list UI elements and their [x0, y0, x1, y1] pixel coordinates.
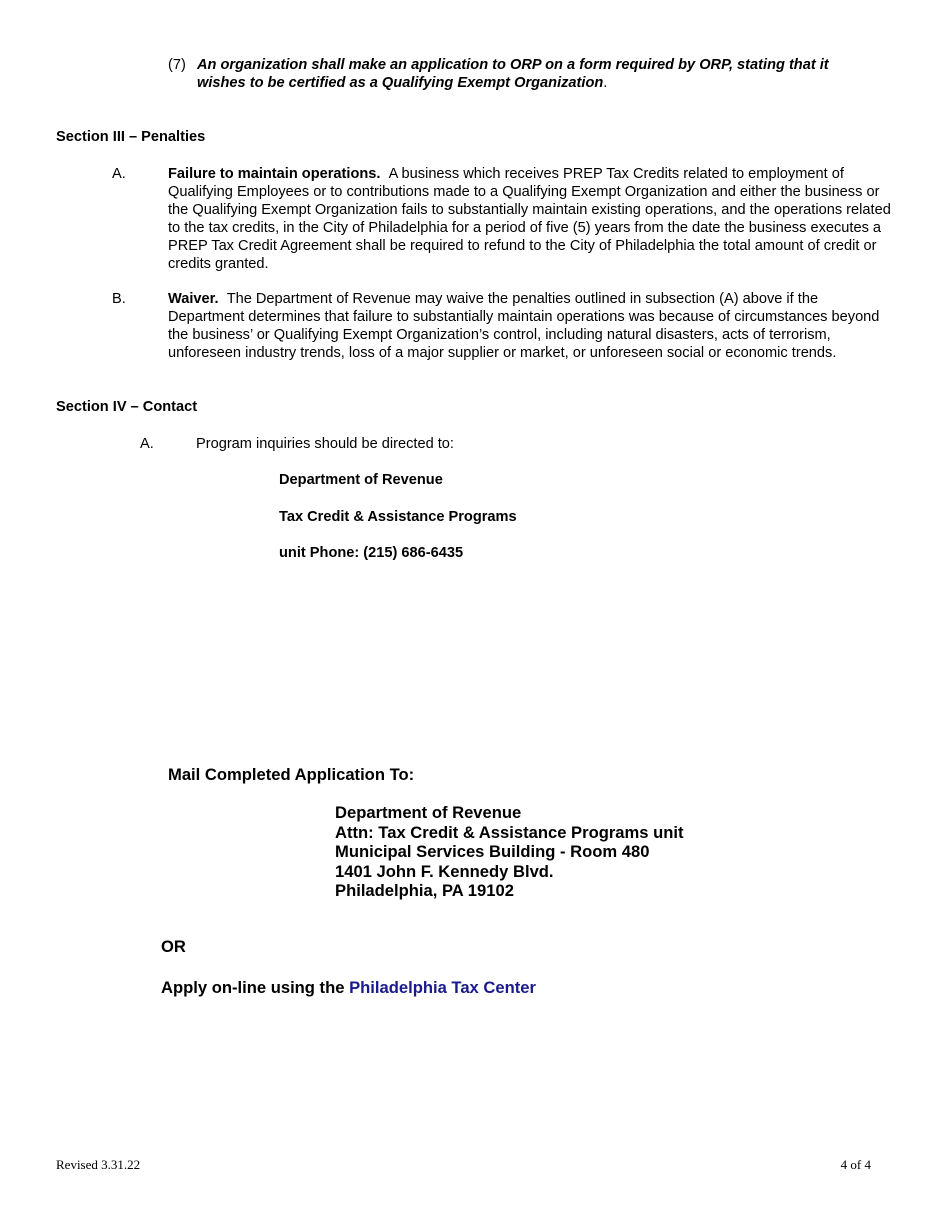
- mail-heading: Mail Completed Application To:: [168, 765, 415, 784]
- section-3-a-title: Failure to maintain operations.: [168, 166, 381, 182]
- item-7-text: [197, 56, 847, 92]
- address-line: Attn: Tax Credit & Assistance Programs unit: [335, 822, 684, 842]
- apply-online-prefix: Apply on-line using the: [161, 978, 345, 997]
- section-4-a-label: A.: [140, 436, 154, 452]
- section-3-a-paragraph: [168, 165, 898, 273]
- section-3-a-text: A business which receives PREP Tax Credits related to employment of Qualifying Employees or to contributions made to a Qualifying Exempt Organization and either the business or the Qualifying Exempt Organization fails to substantially maintain existing operations, and the operations related to the tax credits, in the City of Philadelphia for a period of five (5) years from the date the business executes a PREP Tax Credit Agreement shall be required to refund to the City of Philadelphia the total amount of credit or credits granted.: [168, 166, 891, 272]
- address-line: 1401 John F. Kennedy Blvd.: [335, 861, 554, 881]
- revised-date: Revised 3.31.22: [56, 1157, 141, 1172]
- mail-address: [335, 803, 684, 901]
- section-3-a-label: A.: [112, 166, 126, 182]
- section-4-heading: Section IV – Contact: [56, 399, 198, 415]
- item-7-statement: An organization shall make an application to ORP on a form required by ORP, stating that it wishes to be certified as a Qualifying Exempt Organization: [197, 57, 829, 91]
- item-7-number: (7): [168, 57, 186, 73]
- section-3-b-paragraph: [168, 290, 898, 362]
- section-3-b-label: B.: [112, 291, 126, 307]
- page-number: 4 of 4: [840, 1157, 871, 1172]
- apply-online: [161, 978, 536, 998]
- section-4-a-text: Program inquiries should be directed to:: [196, 436, 454, 452]
- item-7-period: .: [603, 75, 608, 91]
- contact-phone: unit Phone: (215) 686-6435: [279, 545, 464, 561]
- contact-unit: Tax Credit & Assistance Programs: [279, 509, 517, 525]
- address-line: Philadelphia, PA 19102: [335, 881, 514, 901]
- section-3-b-text: The Department of Revenue may waive the penalties outlined in subsection (A) above if the Department determines that failure to substantially maintain operations was because of circumstances beyond the business’ or Qualifying Exempt Organization’s control, including natural disasters, acts of terrorism, unforeseen industry trends, loss of a major supplier or market, or unforeseen social or economic trends.: [168, 291, 880, 361]
- address-line: Municipal Services Building - Room 480: [335, 842, 650, 862]
- or-label: OR: [161, 937, 186, 956]
- section-3-b-title: Waiver.: [168, 291, 219, 307]
- contact-department: Department of Revenue: [279, 472, 443, 488]
- address-line: Department of Revenue: [335, 803, 522, 822]
- section-3-heading: Section III – Penalties: [56, 129, 206, 145]
- philadelphia-tax-center-link[interactable]: Philadelphia Tax Center: [349, 978, 536, 997]
